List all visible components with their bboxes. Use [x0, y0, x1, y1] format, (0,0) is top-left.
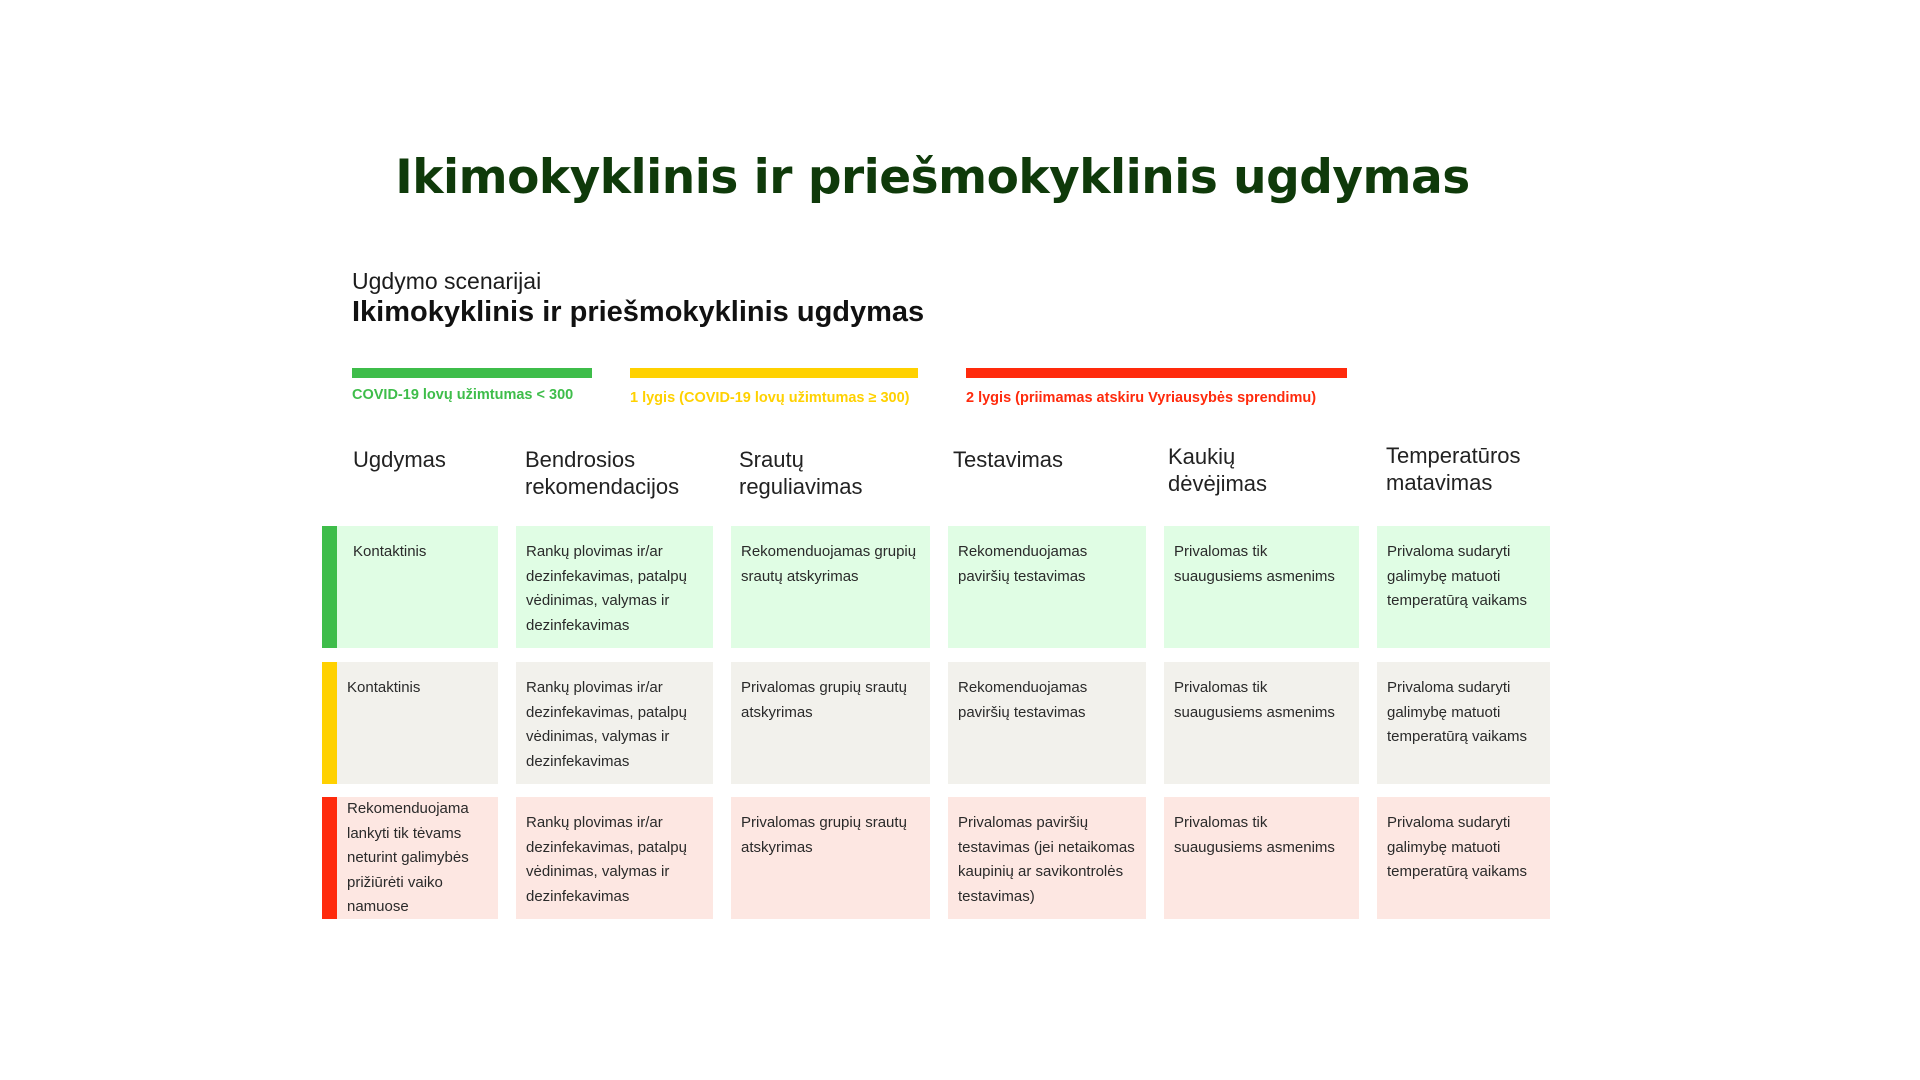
column-header-srautu-reguliavimas: Srautų reguliavimas [739, 447, 863, 499]
table-cell: Rekomenduojamas paviršių testavimas [948, 526, 1146, 648]
table-cell: Kontaktinis [337, 526, 498, 648]
page-title: Ikimokyklinis ir priešmokyklinis ugdymas [395, 150, 1470, 205]
table-cell: Privaloma sudaryti galimybę matuoti temperatūrą vaikams [1377, 526, 1550, 648]
legend-label-green: COVID-19 lovų užimtumas < 300 [352, 387, 574, 403]
row-level-indicator [322, 526, 337, 648]
table-cell: Rankų plovimas ir/ar dezinfekavimas, patalpų vėdinimas, valymas ir dezinfekavimas [516, 797, 713, 919]
table-cell: Rekomenduojamas grupių srautų atskyrimas [731, 526, 930, 648]
table-cell: Rekomenduojama lankyti tik tėvams neturint galimybės prižiūrėti vaiko namuose [337, 797, 498, 919]
legend-bar-yellow [630, 368, 918, 378]
table-cell: Privalomas tik suaugusiems asmenims [1164, 662, 1359, 784]
column-header-ugdymas: Ugdymas [353, 447, 446, 472]
row-level-indicator [322, 662, 337, 784]
table-row-green [0, 526, 1920, 648]
table-cell: Rankų plovimas ir/ar dezinfekavimas, patalpų vėdinimas, valymas ir dezinfekavimas [516, 662, 713, 784]
column-header-bendrosios-rekomendacijos: Bendrosios rekomendacijos [525, 447, 680, 499]
section-heading: Ikimokyklinis ir priešmokyklinis ugdymas [352, 296, 925, 328]
legend-item-yellow [630, 368, 918, 406]
column-header-testavimas: Testavimas [953, 447, 1064, 472]
table-cell: Privalomas grupių srautų atskyrimas [731, 797, 930, 919]
table-row-red [0, 797, 1920, 919]
table-cell: Privaloma sudaryti galimybę matuoti temperatūrą vaikams [1377, 797, 1550, 919]
table-cell: Privalomas tik suaugusiems asmenims [1164, 526, 1359, 648]
legend-bar-green [352, 368, 592, 378]
page-subtitle: Ugdymo scenarijai [352, 268, 542, 294]
table-cell: Privalomas grupių srautų atskyrimas [731, 662, 930, 784]
legend-item-green [352, 368, 592, 403]
table-cell: Privaloma sudaryti galimybę matuoti temperatūrą vaikams [1377, 662, 1550, 784]
legend-label-red: 2 lygis (priimamas atskiru Vyriausybės sprendimu) [966, 390, 1317, 406]
table-row-yellow [0, 662, 1920, 784]
table-cell: Rankų plovimas ir/ar dezinfekavimas, patalpų vėdinimas, valymas ir dezinfekavimas [516, 526, 713, 648]
table-cell: Rekomenduojamas paviršių testavimas [948, 662, 1146, 784]
table-cell: Kontaktinis [337, 662, 498, 784]
legend-label-yellow: 1 lygis (COVID-19 lovų užimtumas ≥ 300) [630, 390, 910, 406]
table-cell: Privalomas tik suaugusiems asmenims [1164, 797, 1359, 919]
column-header-temperaturos-matavimas: Temperatūros matavimas [1386, 443, 1521, 495]
legend-item-red [966, 368, 1347, 406]
legend-bar-red [966, 368, 1347, 378]
column-header-kaukiu-devejimas: Kaukių dėvėjimas [1168, 444, 1268, 496]
row-level-indicator [322, 797, 337, 919]
table-cell: Privalomas paviršių testavimas (jei netaikomas kaupinių ar savikontrolės testavimas) [948, 797, 1146, 919]
